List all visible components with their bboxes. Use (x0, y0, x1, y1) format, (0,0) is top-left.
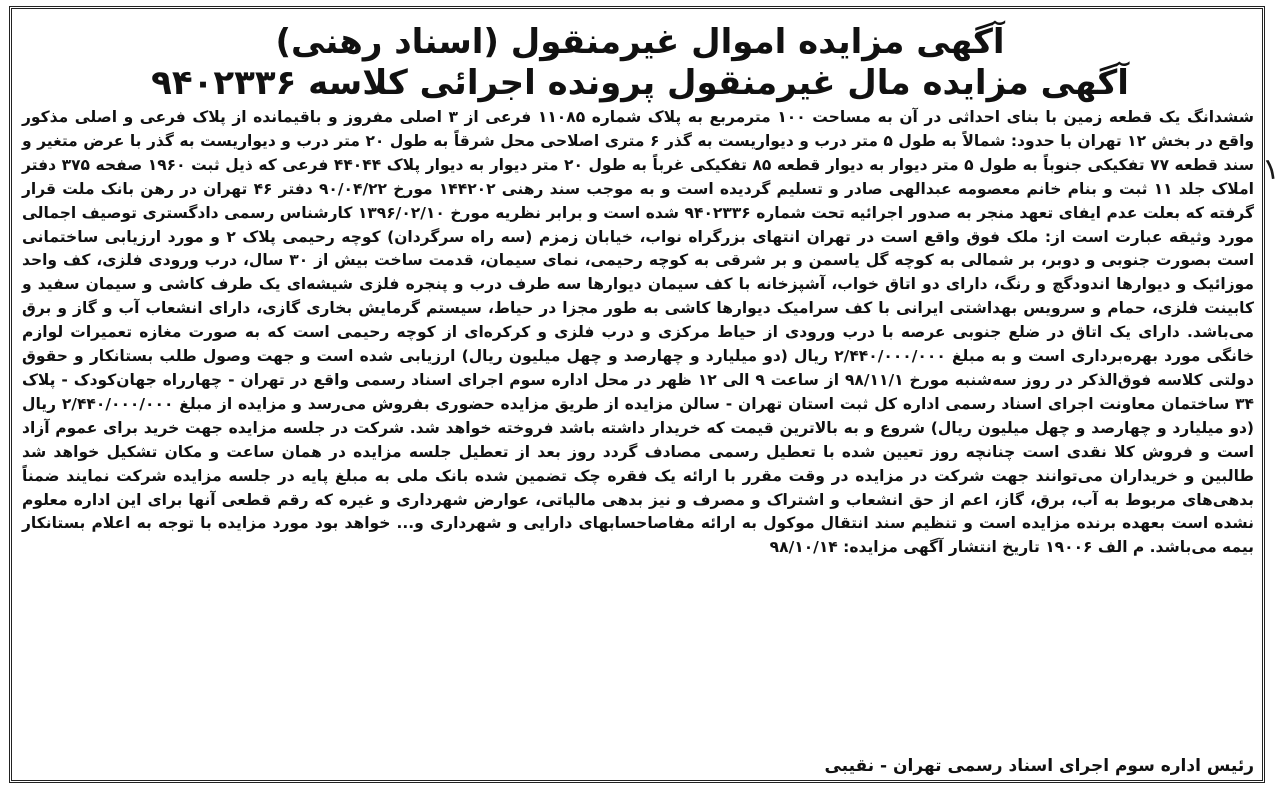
notice-title: آگهی مزایده اموال غیرمنقول (اسناد رهنی) (275, 22, 1005, 62)
notice-body: ششدانگ یک قطعه زمین با بنای احداثی در آن به مساحت ۱۰۰ مترمربع به پلاک شماره ۱۱۰۸۵ فرعی از ۳ اصلی مفروز و باقیمانده از پلاک فرعی و اصلی مذکور واقع در بخش ۱۲ تهران با حدود: شمالاً به طول ۵ متر درب و دیواریست به گذر ۶ متری اصلاحی محل شرقاً به طول ۲۰ متر درب و دیواریست به گذر با عرض متغیر و سند قطعه ۷۷ تفکیکی جنوباً به طول ۵ متر دیوار به دیوار قطعه ۸۵ تفکیکی غرباً به طول ۲۰ متر دیوار به دیوار پلاک ۴۴۰۴۴ فرعی که ذیل ثبت ۱۹۶۰ صفحه ۳۷۵ دفتر املاک جلد ۱۱ ثبت و بنام خانم معصومه عبدالهی صادر و تسلیم گردیده است و به موجب سند رهنی ۱۴۴۲۰۲ مورخ ۹۰/۰۴/۲۲ دفتر ۴۶ تهران در رهن بانک ملت قرار گرفته که بعلت عدم ایفای تعهد منجر به صدور اجرائیه تحت شماره ۹۴۰۲۳۳۶ شده است و برابر نظریه مورخ ۱۳۹۶/۰۲/۱۰ کارشناس رسمی دادگستری توصیف اجمالی مورد وثیقه عبارت است از: ملک فوق واقع است در تهران انتهای بزرگراه نواب، خیابان زمزم (سه راه سرگردان) کوچه رحیمی پلاک ۲ و مورد ارزیابی ساختمانی است بصورت جنوبی و دوبر، بر شمالی به کوچه گل یاسمن و بر شرقی به کوچه رحیمی، نمای سیمان، قدمت ساخت بیش از ۳۰ سال، درب ورودی فلزی، کف واحد موزائیک و دیوارها اندودگچ و رنگ، دارای دو اتاق خواب، آشپزخانه با کف سیمان دیوارها سه طرف درب و پنجره فلزی شیشه‌ای یک طرف کاشی و سیمان سفید و کابینت فلزی، حمام و سرویس بهداشتی ایرانی با کف سرامیک دیوارها کاشی به طور مجزا در حیاط، سیستم گرمایش بخاری گازی، دارای انشعاب آب و گاز و برق می‌باشد. دارای یک اتاق در ضلع جنوبی عرصه با درب ورودی از حیاط مرکزی و درب فلزی و کرکره‌ای از کوچه رحیمی است که به صورت مغازه تعمیرات لوازم خانگی مورد بهره‌برداری است و به مبلغ ۲/۴۴۰/۰۰۰/۰۰۰ ریال (دو میلیارد و چهارصد و چهل میلیون ریال) ارزیابی شده است و جهت وصول طلب بستانکار و حقوق دولتی کلاسه فوق‌الذکر در روز سه‌شنبه مورخ ۹۸/۱۱/۱ از ساعت ۹ الی ۱۲ ظهر در محل اداره سوم اجرای اسناد رسمی واقع در تهران - چهارراه جهان‌کودک - پلاک ۳۴ ساختمان معاونت اجرای اسناد رسمی اداره کل ثبت استان تهران - سالن مزایده از طریق مزایده حضوری بفروش می‌رسد و مزایده از مبلغ ۲/۴۴۰/۰۰۰/۰۰۰ ریال (دو میلیارد و چهارصد و چهل میلیون ریال) شروع و به بالاترین قیمت که خریدار داشته باشد فروخته خواهد شد. شرکت در جلسه مزایده جهت خرید برای عموم آزاد است و فروش کلا نقدی است چنانچه روز تعیین شده با تعطیل رسمی مصادف گردد روز بعد از تعطیل جلسه مزایده در همان ساعت و مکان تشکیل خواهد شد طالبین و خریداران می‌توانند جهت شرکت در مزایده در وقت مقرر با ارائه یک فقره چک تضمین شده بانک ملی به مبلغ پایه در جلسه مزایده شرکت نمایند ضمناً بدهی‌های مربوط به آب، برق، گاز، اعم از حق انشعاب و اشتراک و مصرف و نیز بدهی مالیاتی، عوارض شهرداری و غیره که رقم قطعی آنها برای این اداره معلوم نشده است بعهده برنده مزایده است و تنظیم سند انتقال موکول به ارائه مفاصاحسابهای دارایی و شهرداری و... خواهد بود مورد مزایده با توجه به اعلام بستانکار بیمه می‌باشد. م الف ۱۹۰۰۶ تاریخ انتشار آگهی مزایده: ۹۸/۱۰/۱۴ (22, 108, 1255, 557)
notice-subtitle: آگهی مزایده مال غیرمنقول پرونده اجرائی کلاسه ۹۴۰۲۳۳۶ (151, 63, 1129, 103)
margin-handwritten-mark: ۱ (1260, 151, 1281, 188)
auction-notice (22, 22, 1258, 780)
notice-signature: رئیس اداره سوم اجرای اسناد رسمی تهران - نقیبی (824, 756, 1254, 776)
